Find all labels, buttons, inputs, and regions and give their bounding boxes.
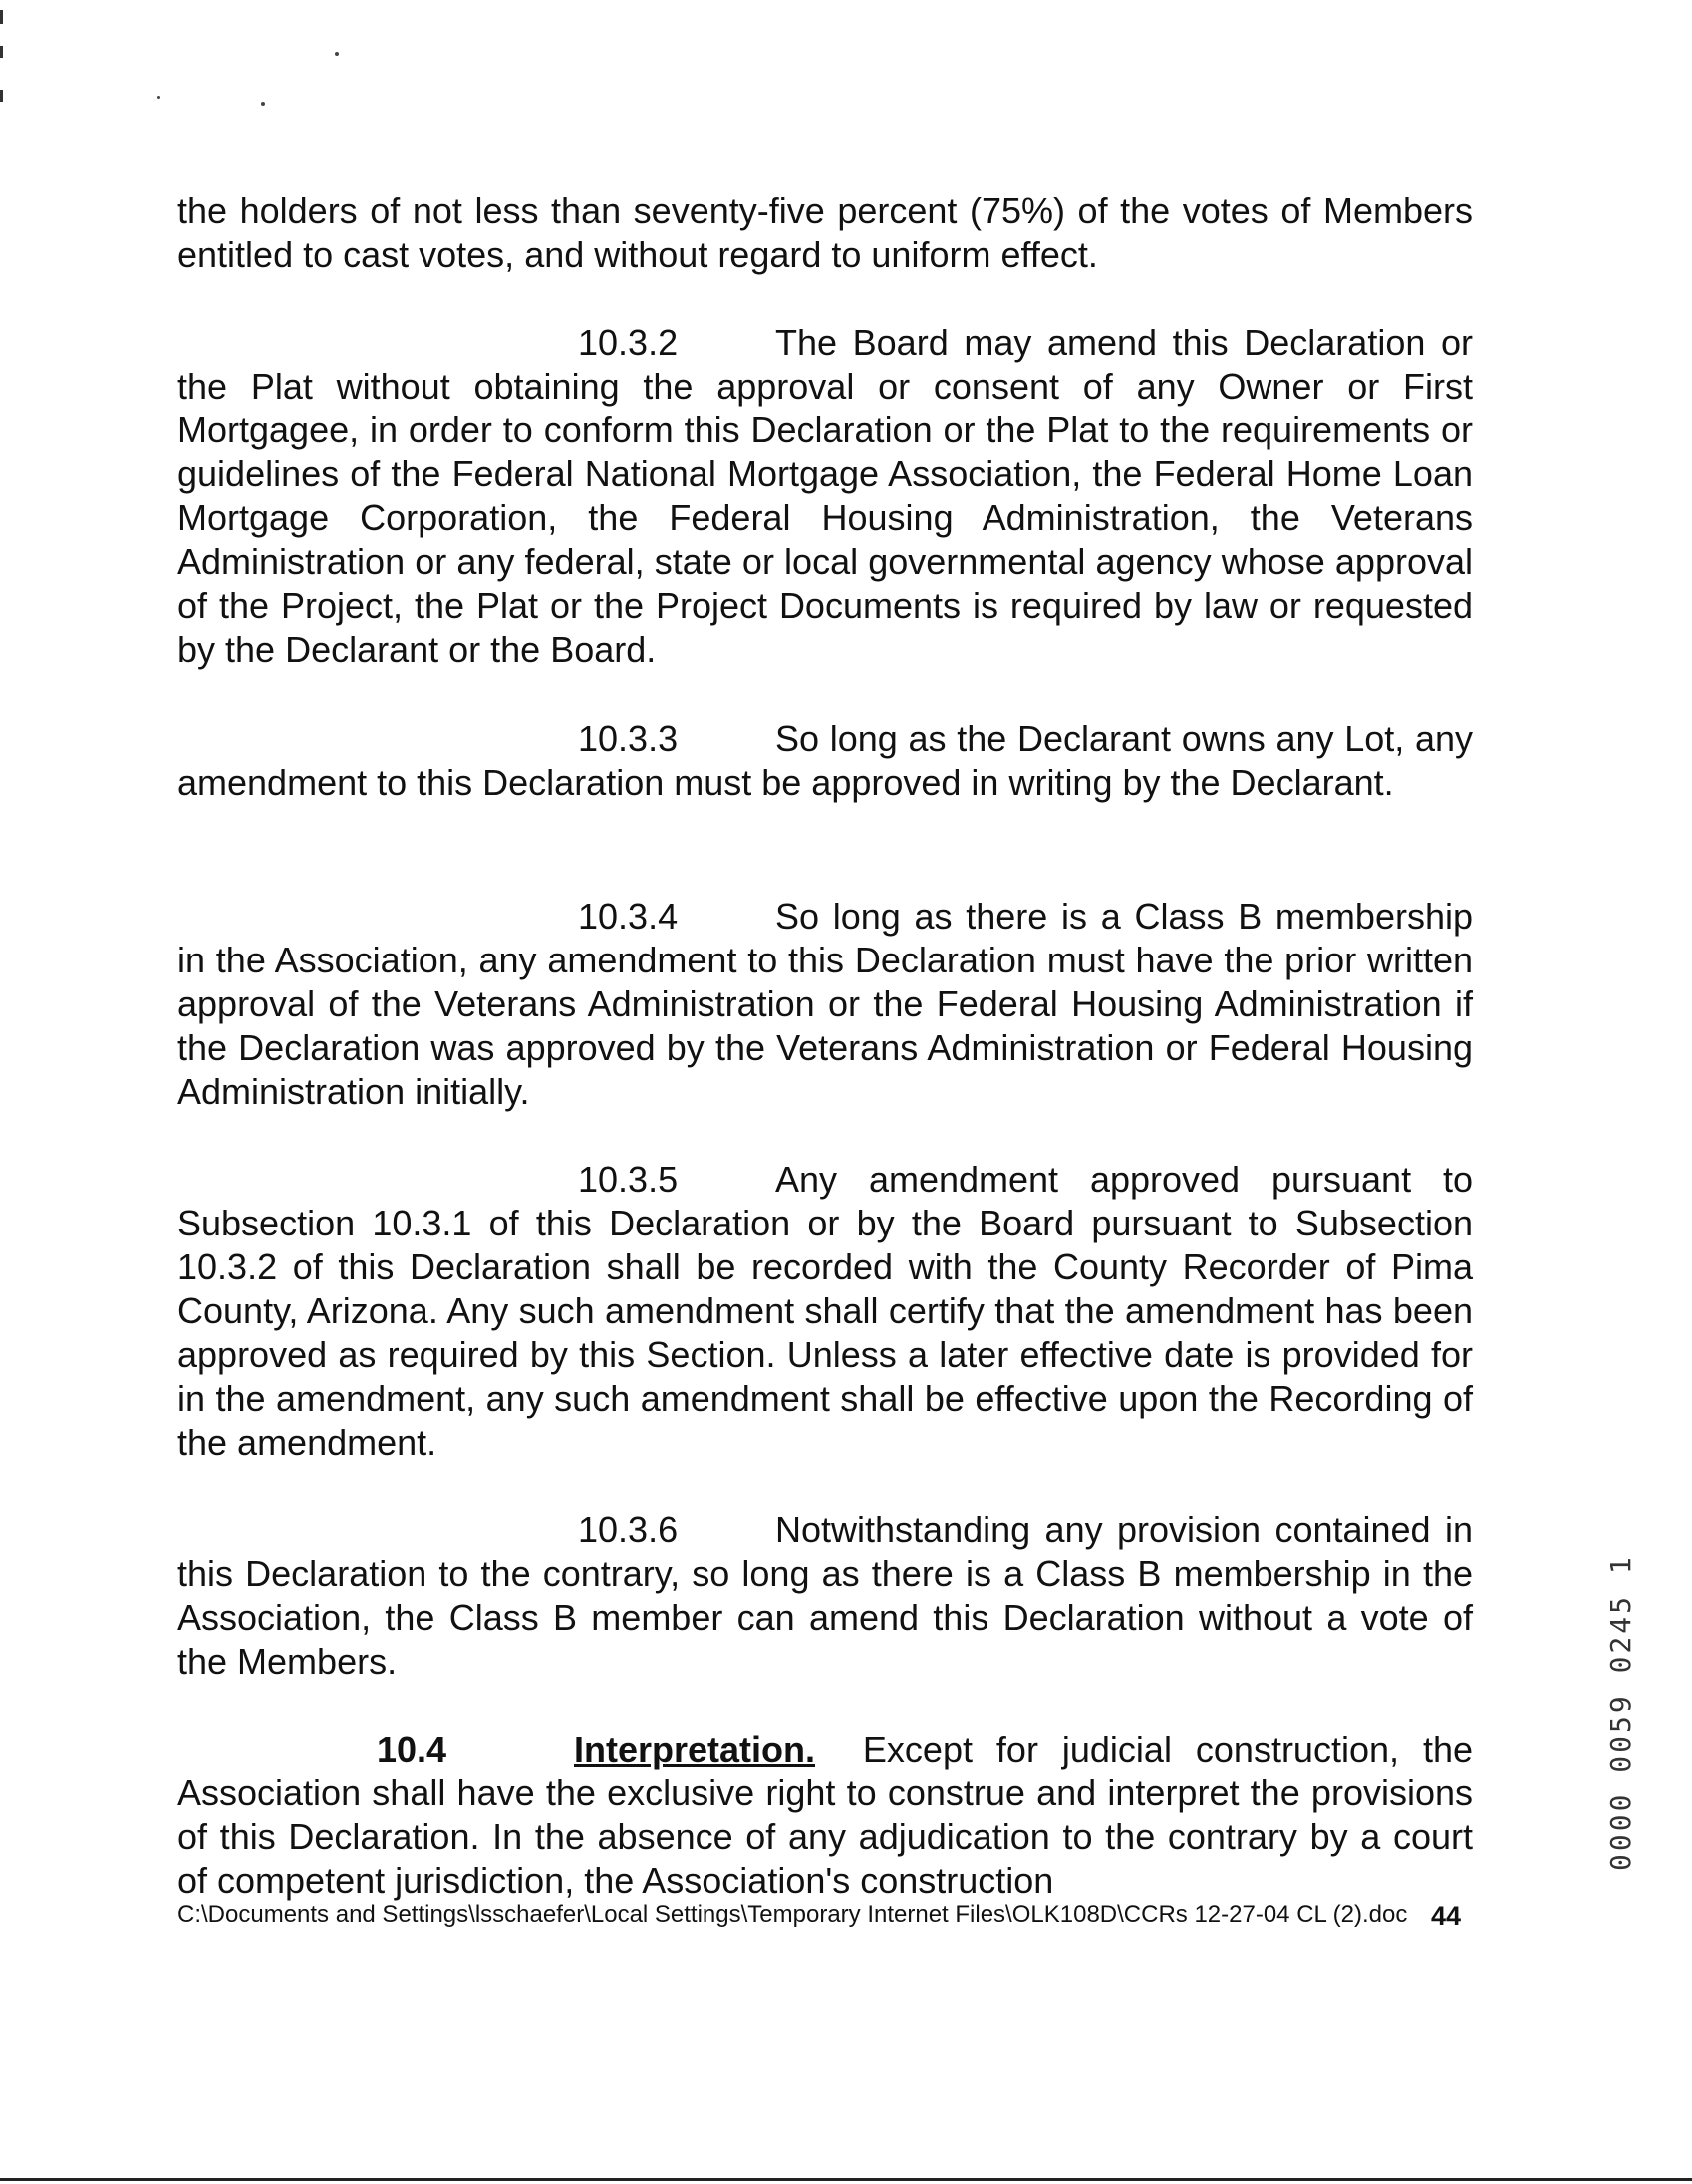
paragraph-text: Except for judicial construction, the Association shall have the exclusive right to construe and interpret the provisions of this Declaration. In the absence of any adjudication to the contrary by a court of competent jurisdiction, the Association's construction: [177, 1729, 1473, 1901]
paragraph-text: So long as the Declarant owns any Lot, any amendment to this Declaration must be approved in writing by the Declarant.: [177, 718, 1473, 803]
paragraph-text: the holders of not less than seventy-five percent (75%) of the votes of Members entitled to cast votes, and without regard to uniform effect.: [177, 190, 1473, 275]
paragraph-text: Notwithstanding any provision contained in this Declaration to the contrary, so long as there is a Class B membership in the Association, the Class B member can amend this Declaration without a vote of the Members.: [177, 1509, 1473, 1682]
bottom-rule: [0, 2178, 1692, 2181]
page-number: 44: [1431, 1901, 1462, 1931]
section-number: 10.3.5: [578, 1159, 679, 1200]
recording-stamp: [1602, 1554, 1642, 1873]
footer-file-path: C:\Documents and Settings\lsschaefer\Local Settings\Temporary Internet Files\OLK108D\CCRs 12-27-04 CL (2).doc: [177, 1901, 1408, 1928]
section-number: 10.3.6: [578, 1509, 679, 1550]
paragraph-text: The Board may amend this Declaration or the Plat without obtaining the approval or consent of any Owner or First Mortgagee, in order to conform this Declaration or the Plat to the requirements or guidelines of the Federal National Mortgage Association, the Federal Home Loan Mortgage Corporation, the Federal Housing Administration, the Veterans Administration or any federal, state or local governmental agency whose approval of the Project, the Plat or the Project Documents is required by law or requested by the Declarant or the Board.: [177, 322, 1473, 670]
scan-speck: [261, 102, 265, 106]
paragraph-continuation: [177, 189, 1473, 277]
stamp-text: 0000 0059 0245 1: [1604, 1554, 1637, 1871]
scan-speck: [335, 52, 339, 56]
scan-edge-mark: [0, 10, 3, 24]
paragraph-text: So long as there is a Class B membership in the Association, any amendment to this Declaration must have the prior written approval of the Veterans Administration or the Federal Housing Administration if the Declaration was approved by the Veterans Administration or Federal Housing Administration initially.: [177, 896, 1473, 1112]
section-heading: Interpretation.: [574, 1729, 816, 1770]
section-10-3-4: [177, 895, 1473, 1114]
section-10-4: [177, 1728, 1473, 1903]
scan-edge-mark: [0, 90, 3, 102]
section-number: 10.4: [377, 1729, 447, 1770]
section-10-3-2: [177, 321, 1473, 672]
scan-edge-mark: [0, 46, 3, 58]
paragraph-text: Any amendment approved pursuant to Subsection 10.3.1 of this Declaration or by the Board pursuant to Subsection 10.3.2 of this Declaration shall be recorded with the County Recorder of Pima County, Arizona. Any such amendment shall certify that the amendment has been approved as required by this Section. Unless a later effective date is provided for in the amendment, any such amendment shall be effective upon the Recording of the amendment.: [177, 1159, 1473, 1463]
section-10-3-5: [177, 1158, 1473, 1465]
section-number: 10.3.2: [578, 322, 679, 363]
section-10-3-3: [177, 717, 1473, 805]
scan-speck: [157, 96, 160, 99]
section-number: 10.3.3: [578, 718, 679, 759]
section-number: 10.3.4: [578, 896, 679, 937]
section-10-3-6: [177, 1508, 1473, 1684]
